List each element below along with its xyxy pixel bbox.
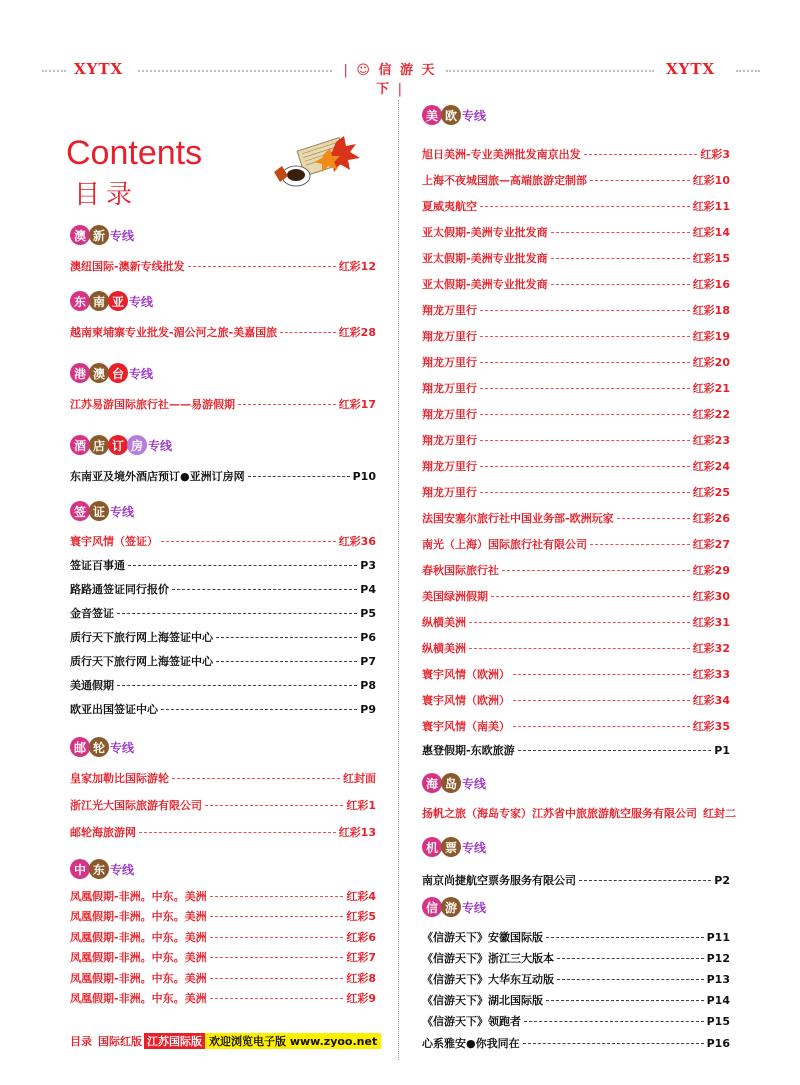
toc-leader-dots — [280, 332, 336, 333]
toc-entry-page: 红彩24 — [692, 460, 730, 473]
toc-entry-page: 红彩18 — [692, 304, 730, 317]
toc-entry[interactable] — [422, 992, 730, 1008]
toc-entry-name: 寰宇风情（南美） — [422, 720, 510, 733]
toc-leader-dots — [188, 266, 336, 267]
toc-entry[interactable] — [422, 805, 736, 821]
toc-entry-name: 惠登假期-东欧旅游 — [422, 744, 515, 757]
toc-entry-page: P3 — [360, 558, 376, 572]
toc-leader-dots — [551, 258, 690, 259]
toc-entry-name: 心系雅安●你我同在 — [422, 1037, 520, 1050]
section-header — [422, 772, 486, 794]
toc-leader-dots — [469, 622, 690, 623]
toc-entry[interactable] — [70, 533, 376, 549]
toc-entry-page: 红彩8 — [346, 972, 376, 985]
section-suffix: 专线 — [110, 862, 135, 877]
toc-leader-dots — [480, 492, 690, 493]
toc-entry-page: 红彩21 — [692, 382, 730, 395]
toc-leader-dots — [590, 544, 690, 545]
toc-entry[interactable] — [70, 677, 376, 693]
header-center-text: 信 游 天 下 — [376, 63, 437, 97]
toc-entry[interactable] — [422, 971, 730, 987]
toc-entry-page: 红彩17 — [338, 398, 376, 411]
toc-entry[interactable] — [422, 354, 730, 370]
toc-leader-dots — [216, 661, 357, 662]
toc-entry-page: 红彩20 — [692, 356, 730, 369]
toc-entry-name: 夏威夷航空 — [422, 200, 477, 213]
toc-entry-page: 红彩4 — [346, 890, 376, 903]
toc-entry-name: 亚太假期-美洲专业批发商 — [422, 226, 548, 239]
toc-entry-name: 签证百事通 — [70, 559, 125, 572]
toc-entry[interactable] — [70, 824, 376, 840]
section-char-badge: 店 — [89, 435, 109, 455]
toc-entry[interactable] — [422, 666, 730, 682]
toc-entry-name: 扬帆之旅（海岛专家）江苏省中旅旅游航空服务有限公司 — [422, 807, 697, 820]
toc-entry-page: 红彩14 — [692, 226, 730, 239]
toc-entry[interactable] — [70, 929, 376, 945]
footer-label: 目录 — [70, 1035, 92, 1048]
toc-entry[interactable] — [422, 536, 730, 552]
toc-entry[interactable] — [422, 640, 730, 656]
contents-subtitle: 目录 — [74, 180, 139, 210]
toc-leader-dots — [210, 896, 344, 897]
toc-leader-dots — [210, 957, 344, 958]
toc-entry-name: 南京尚捷航空票务服务有限公司 — [422, 874, 576, 887]
footer-promo[interactable]: 欢迎浏览电子版 www.zyoo.net — [205, 1033, 381, 1049]
section-suffix: 专线 — [110, 740, 135, 755]
toc-leader-dots — [216, 637, 357, 638]
toc-leader-dots — [524, 1021, 704, 1022]
header-dots-left — [42, 70, 66, 72]
section-suffix: 专线 — [462, 840, 487, 855]
toc-entry-name: 凤凰假期-非洲。中东。美洲 — [70, 931, 207, 944]
toc-leader-dots — [557, 979, 704, 980]
toc-entry[interactable] — [422, 614, 730, 630]
header-brand-right: XYTX — [666, 60, 716, 78]
section-char-badge: 澳 — [89, 363, 109, 383]
toc-entry[interactable] — [422, 692, 730, 708]
header-brand-left: XYTX — [74, 60, 124, 78]
toc-entry-name: 翔龙万里行 — [422, 486, 477, 499]
toc-entry[interactable] — [422, 146, 730, 162]
toc-leader-dots — [172, 589, 357, 590]
toc-entry-page: P12 — [706, 951, 730, 965]
section-char-badge: 信 — [422, 897, 442, 917]
toc-leader-dots — [161, 541, 336, 542]
toc-entry-page: 红彩9 — [346, 992, 376, 1005]
toc-entry-name: 美国绿洲假期 — [422, 590, 488, 603]
toc-entry[interactable] — [70, 990, 376, 1006]
toc-entry-page: 红彩19 — [692, 330, 730, 343]
toc-entry[interactable] — [70, 581, 376, 597]
section-char-badge: 机 — [422, 837, 442, 857]
toc-entry[interactable] — [70, 653, 376, 669]
toc-entry-page: P16 — [706, 1036, 730, 1050]
toc-entry-page: P9 — [360, 702, 376, 716]
toc-entry[interactable] — [422, 718, 730, 734]
section-suffix: 专线 — [110, 228, 135, 243]
section-suffix: 专线 — [462, 776, 487, 791]
section-char-badge: 岛 — [441, 773, 461, 793]
toc-entry-page: 红彩3 — [700, 148, 730, 161]
toc-entry[interactable] — [70, 324, 376, 340]
toc-entry[interactable] — [70, 557, 376, 573]
toc-entry[interactable] — [70, 258, 376, 274]
toc-leader-dots — [480, 310, 690, 311]
toc-entry-page: 红彩32 — [692, 642, 730, 655]
toc-entry[interactable] — [422, 276, 730, 292]
toc-entry-name: 翔龙万里行 — [422, 382, 477, 395]
toc-entry-name: 翔龙万里行 — [422, 356, 477, 369]
toc-entry-page: 红彩5 — [346, 910, 376, 923]
section-char-badge: 欧 — [441, 105, 461, 125]
toc-entry-page: 红彩28 — [338, 326, 376, 339]
section-char-badge: 新 — [89, 225, 109, 245]
toc-entry[interactable] — [422, 562, 730, 578]
toc-entry-name: 南光（上海）国际旅行社有限公司 — [422, 538, 587, 551]
toc-leader-dots — [546, 1000, 704, 1001]
toc-leader-dots — [139, 832, 336, 833]
toc-entry[interactable] — [422, 302, 730, 318]
toc-entry-name: 江苏易游国际旅行社——易游假期 — [70, 398, 235, 411]
toc-entry-page: 红彩26 — [692, 512, 730, 525]
toc-entry-name: 路路通签证同行报价 — [70, 583, 169, 596]
toc-entry[interactable] — [70, 770, 376, 786]
toc-entry[interactable] — [422, 432, 730, 448]
toc-entry-name: 凤凰假期-非洲。中东。美洲 — [70, 972, 207, 985]
header-dots-left-2 — [138, 70, 332, 72]
toc-entry-name: 邮轮海旅游网 — [70, 826, 136, 839]
toc-entry-name: 凤凰假期-非洲。中东。美洲 — [70, 910, 207, 923]
toc-entry-name: 凤凰假期-非洲。中东。美洲 — [70, 992, 207, 1005]
toc-entry-name: 质行天下旅行网上海签证中心 — [70, 655, 213, 668]
toc-entry-name: 寰宇风情（签证） — [70, 535, 158, 548]
toc-leader-dots — [546, 937, 704, 938]
toc-entry-page: P15 — [706, 1014, 730, 1028]
toc-entry-page: P13 — [706, 972, 730, 986]
section-char-badge: 票 — [441, 837, 461, 857]
toc-entry-name: 法国安塞尔旅行社中国业务部-欧洲玩家 — [422, 512, 614, 525]
toc-entry-page: 红彩13 — [338, 826, 376, 839]
toc-entry-page: 红彩36 — [338, 535, 376, 548]
toc-entry[interactable] — [70, 629, 376, 645]
toc-entry-name: 《信游天下》浙江三大版本 — [422, 952, 554, 965]
toc-leader-dots — [513, 700, 690, 701]
toc-entry-name: 美通假期 — [70, 679, 114, 692]
section-char-badge: 亚 — [108, 291, 128, 311]
section-char-badge: 房 — [127, 435, 147, 455]
toc-leader-dots — [557, 958, 704, 959]
toc-leader-dots — [480, 206, 690, 207]
footer-edition: 国际红版 — [98, 1035, 142, 1048]
toc-leader-dots — [128, 565, 357, 566]
toc-leader-dots — [248, 476, 350, 477]
section-char-badge: 海 — [422, 773, 442, 793]
toc-leader-dots — [480, 466, 690, 467]
toc-entry-name: 浙江光大国际旅游有限公司 — [70, 799, 202, 812]
toc-entry[interactable] — [422, 1035, 730, 1051]
section-header — [70, 290, 153, 312]
toc-entry-name: 翔龙万里行 — [422, 460, 477, 473]
toc-entry-name: 《信游天下》大华东互动版 — [422, 973, 554, 986]
section-suffix: 专线 — [129, 294, 154, 309]
toc-entry-page: 红封二 — [703, 807, 736, 820]
section-suffix: 专线 — [148, 438, 173, 453]
section-char-badge: 游 — [441, 897, 461, 917]
toc-entry-name: 上海不夜城国旅—高端旅游定制部 — [422, 174, 587, 187]
section-header — [70, 362, 153, 384]
section-char-badge: 证 — [89, 501, 109, 521]
toc-entry[interactable] — [422, 328, 730, 344]
toc-entry-page: 红彩16 — [692, 278, 730, 291]
toc-leader-dots — [513, 674, 690, 675]
toc-leader-dots — [480, 336, 690, 337]
toc-leader-dots — [205, 805, 343, 806]
toc-entry[interactable] — [422, 198, 730, 214]
header-center: | ☺ 信 游 天 下 | — [343, 63, 437, 97]
section-header — [422, 896, 486, 918]
toc-entry[interactable] — [70, 949, 376, 965]
toc-leader-dots — [518, 750, 712, 751]
toc-entry[interactable] — [422, 510, 730, 526]
toc-entry[interactable] — [422, 250, 730, 266]
toc-entry[interactable] — [422, 406, 730, 422]
section-header — [70, 736, 134, 758]
toc-entry[interactable] — [422, 224, 730, 240]
toc-entry-name: 寰宇风情（欧洲） — [422, 694, 510, 707]
section-char-badge: 酒 — [70, 435, 90, 455]
toc-entry[interactable] — [70, 908, 376, 924]
toc-entry-page: 红彩23 — [692, 434, 730, 447]
section-suffix: 专线 — [462, 108, 487, 123]
toc-entry-name: 纵横美洲 — [422, 642, 466, 655]
toc-entry-name: 翔龙万里行 — [422, 434, 477, 447]
toc-leader-dots — [502, 570, 690, 571]
header-dots-right-2 — [736, 70, 760, 72]
toc-entry[interactable] — [422, 950, 730, 966]
toc-entry-page: P7 — [360, 654, 376, 668]
toc-entry-page: P14 — [706, 993, 730, 1007]
toc-leader-dots — [161, 709, 357, 710]
toc-leader-dots — [172, 778, 340, 779]
toc-entry-name: 翔龙万里行 — [422, 330, 477, 343]
toc-entry-page: 红彩31 — [692, 616, 730, 629]
section-char-badge: 邮 — [70, 737, 90, 757]
toc-leader-dots — [491, 596, 690, 597]
footer-tag: 江苏国际版 — [144, 1033, 205, 1049]
toc-entry[interactable] — [70, 797, 376, 813]
toc-entry-page: 红彩33 — [692, 668, 730, 681]
section-header — [70, 500, 134, 522]
toc-leader-dots — [210, 916, 344, 917]
toc-entry[interactable] — [422, 458, 730, 474]
toc-entry-page: P4 — [360, 582, 376, 596]
toc-entry-name: 亚太假期-美洲专业批发商 — [422, 252, 548, 265]
toc-leader-dots — [551, 232, 690, 233]
toc-entry-page: 红彩30 — [692, 590, 730, 603]
section-char-badge: 南 — [89, 291, 109, 311]
toc-entry-name: 《信游天下》领跑者 — [422, 1015, 521, 1028]
toc-leader-dots — [210, 937, 344, 938]
toc-leader-dots — [579, 880, 711, 881]
toc-entry-name: 《信游天下》湖北国际版 — [422, 994, 543, 1007]
toc-entry-page: 红彩7 — [346, 951, 376, 964]
toc-entry[interactable] — [422, 872, 730, 888]
toc-entry-page: 红彩10 — [692, 174, 730, 187]
section-char-badge: 签 — [70, 501, 90, 521]
toc-leader-dots — [513, 726, 690, 727]
toc-entry[interactable] — [422, 1013, 730, 1029]
toc-leader-dots — [210, 998, 344, 999]
section-header — [422, 104, 486, 126]
toc-entry-page: 红彩35 — [692, 720, 730, 733]
toc-entry[interactable] — [422, 929, 730, 945]
smile-icon: ☺ — [356, 63, 372, 78]
toc-entry-page: 红彩25 — [692, 486, 730, 499]
section-char-badge: 轮 — [89, 737, 109, 757]
toc-entry-name: 纵横美洲 — [422, 616, 466, 629]
toc-entry-name: 亚太假期-美洲专业批发商 — [422, 278, 548, 291]
toc-entry-page: P8 — [360, 678, 376, 692]
toc-entry-name: 寰宇风情（欧洲） — [422, 668, 510, 681]
section-char-badge: 订 — [108, 435, 128, 455]
section-char-badge: 澳 — [70, 225, 90, 245]
toc-entry-page: P11 — [706, 930, 730, 944]
toc-entry-page: 红彩34 — [692, 694, 730, 707]
toc-entry-page: 红彩22 — [692, 408, 730, 421]
toc-entry-name: 金音签证 — [70, 607, 114, 620]
section-suffix: 专线 — [462, 900, 487, 915]
toc-leader-dots — [480, 388, 690, 389]
section-char-badge: 港 — [70, 363, 90, 383]
toc-entry-page: P1 — [714, 743, 730, 757]
header-dots-right — [446, 70, 654, 72]
toc-entry[interactable] — [70, 396, 376, 412]
toc-entry-page: P10 — [352, 469, 376, 483]
section-char-badge: 中 — [70, 859, 90, 879]
toc-leader-dots — [238, 404, 336, 405]
toc-entry-page: 红彩15 — [692, 252, 730, 265]
toc-entry-name: 旭日美洲-专业美洲批发南京出发 — [422, 148, 581, 161]
section-char-badge: 美 — [422, 105, 442, 125]
section-header — [422, 836, 486, 858]
toc-entry-name: 凤凰假期-非洲。中东。美洲 — [70, 890, 207, 903]
toc-entry-page: P5 — [360, 606, 376, 620]
toc-leader-dots — [210, 978, 344, 979]
toc-entry-page: 红彩27 — [692, 538, 730, 551]
toc-leader-dots — [480, 440, 690, 441]
toc-leader-dots — [469, 648, 690, 649]
toc-entry-page: 红彩12 — [338, 260, 376, 273]
toc-entry[interactable] — [422, 172, 730, 188]
footer — [70, 1033, 381, 1049]
coffee-leaf-decoration-icon — [266, 136, 362, 194]
toc-entry[interactable] — [70, 605, 376, 621]
toc-entry-page: 红彩1 — [346, 799, 376, 812]
toc-entry-name: 皇家加勒比国际游轮 — [70, 772, 169, 785]
toc-entry-name: 欧亚出国签证中心 — [70, 703, 158, 716]
toc-entry[interactable] — [422, 380, 730, 396]
toc-entry-name: 春秋国际旅行社 — [422, 564, 499, 577]
contents-title: Contents — [66, 134, 203, 172]
section-char-badge: 东 — [70, 291, 90, 311]
toc-entry[interactable] — [70, 888, 376, 904]
section-header — [70, 224, 134, 246]
toc-leader-dots — [523, 1043, 704, 1044]
toc-entry[interactable] — [70, 468, 376, 484]
toc-entry-page: 红封面 — [343, 772, 376, 785]
toc-entry[interactable] — [70, 970, 376, 986]
toc-entry-name: 澳纽国际-澳新专线批发 — [70, 260, 185, 273]
toc-entry[interactable] — [422, 742, 730, 758]
toc-entry[interactable] — [422, 484, 730, 500]
toc-entry-name: 翔龙万里行 — [422, 304, 477, 317]
toc-entry-page: 红彩29 — [692, 564, 730, 577]
toc-leader-dots — [117, 613, 357, 614]
toc-entry-name: 翔龙万里行 — [422, 408, 477, 421]
toc-leader-dots — [590, 180, 690, 181]
toc-entry-name: 东南亚及境外酒店预订●亚洲订房网 — [70, 470, 245, 483]
section-header — [70, 434, 172, 456]
section-suffix: 专线 — [110, 504, 135, 519]
toc-leader-dots — [551, 284, 690, 285]
column-divider — [398, 100, 399, 1060]
toc-entry-page: 红彩6 — [346, 931, 376, 944]
toc-leader-dots — [117, 685, 357, 686]
toc-entry-name: 越南柬埔寨专业批发-湄公河之旅-美嘉国旅 — [70, 326, 278, 339]
toc-entry-name: 《信游天下》安徽国际版 — [422, 931, 543, 944]
toc-entry-name: 质行天下旅行网上海签证中心 — [70, 631, 213, 644]
toc-entry-page: P2 — [714, 873, 730, 887]
toc-leader-dots — [480, 362, 690, 363]
toc-entry-page: P6 — [360, 630, 376, 644]
toc-leader-dots — [617, 518, 690, 519]
section-char-badge: 台 — [108, 363, 128, 383]
toc-leader-dots — [584, 154, 698, 155]
toc-entry[interactable] — [422, 588, 730, 604]
toc-entry[interactable] — [70, 701, 376, 717]
section-char-badge: 东 — [89, 859, 109, 879]
section-suffix: 专线 — [129, 366, 154, 381]
toc-entry-page: 红彩11 — [692, 200, 730, 213]
toc-entry-name: 凤凰假期-非洲。中东。美洲 — [70, 951, 207, 964]
section-header — [70, 858, 134, 880]
toc-leader-dots — [480, 414, 690, 415]
